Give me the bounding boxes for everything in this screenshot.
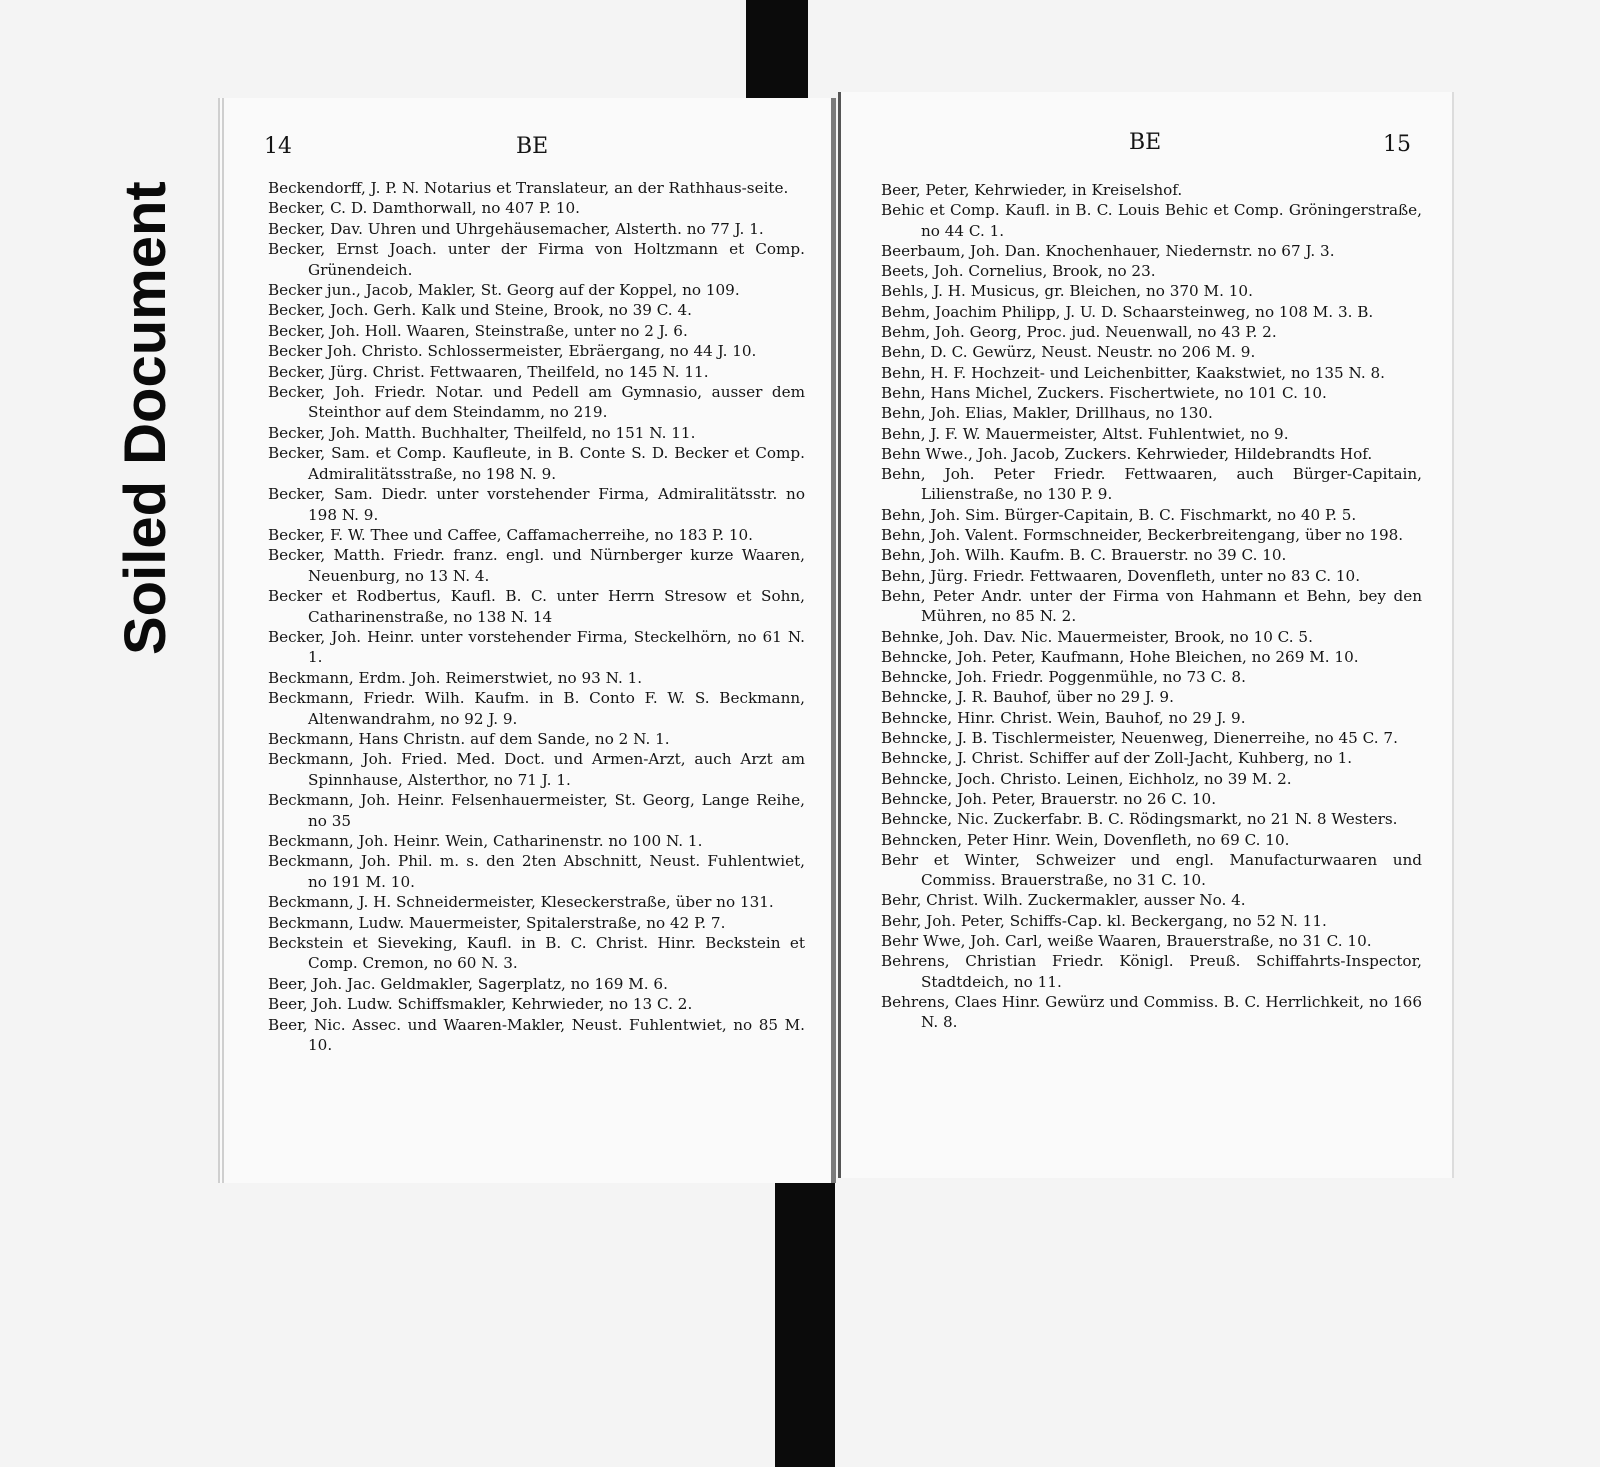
directory-entry: Behncke, Joh. Peter, Brauerstr. no 26 C. 10. [881, 789, 1217, 808]
directory-entry: Behncke, Joh. Friedr. Poggenmühle, no 73 C. 8. [881, 668, 1246, 687]
directory-entry: Behm, Joh. Georg, Proc. jud. Neuenwall, no 43 P. 2. [881, 323, 1277, 342]
directory-entry: Beckmann, Friedr. Wilh. Kaufm. in B. Conto F. W. S. Beckmann, Altenwandrahm, no 92 J. 9. [268, 689, 805, 728]
directory-entry: Becker, Joh. Holl. Waaren, Steinstraße, unter no 2 J. 6. [268, 321, 688, 340]
directory-entry: Behr, Joh. Peter, Schiffs-Cap. kl. Beckergang, no 52 N. 11. [881, 911, 1327, 930]
directory-entry: Behn, Joh. Wilh. Kaufm. B. C. Brauerstr. no 39 C. 10. [881, 546, 1287, 565]
directory-entry: Beer, Nic. Assec. und Waaren-Makler, Neust. Fuhlentwiet, no 85 M. 10. [268, 1015, 805, 1055]
soiled-document-stamp: Soiled Document [113, 181, 178, 655]
directory-entry: Becker, C. D. Damthorwall, no 407 P. 10. [268, 199, 580, 218]
left-running-head: BE [516, 134, 549, 159]
directory-entry: Behnke, Joh. Dav. Nic. Mauermeister, Brook, no 10 C. 5. [881, 627, 1313, 646]
directory-entry: Becker, Joch. Gerh. Kalk und Steine, Brook, no 39 C. 4. [268, 301, 692, 320]
left-directory-entries [268, 178, 805, 1055]
directory-entry: Behn, H. F. Hochzeit- und Leichenbitter, Kaakstwiet, no 135 N. 8. [881, 363, 1385, 382]
directory-entry: Becker, F. W. Thee und Caffee, Caffamacherreihe, no 183 P. 10. [268, 525, 754, 544]
left-page-number: 14 [264, 134, 292, 159]
directory-entry: Behn, Joh. Elias, Makler, Drillhaus, no 130. [881, 404, 1213, 423]
directory-entry: Behncke, J. Christ. Schiffer auf der Zoll-Jacht, Kuhberg, no 1. [881, 749, 1353, 768]
directory-entry: Becker, Ernst Joach. unter der Firma von Holtzmann et Comp. Grünendeich. [268, 240, 805, 279]
directory-entry: Beckmann, Joh. Heinr. Wein, Catharinenstr. no 100 N. 1. [268, 832, 703, 850]
left-page [218, 98, 836, 1183]
directory-entry: Beer, Joh. Ludw. Schiffsmakler, Kehrwieder, no 13 C. 2. [268, 995, 693, 1014]
directory-entry: Beckendorff, J. P. N. Notarius et Translateur, an der Rathhaus-seite. [268, 179, 789, 197]
directory-entry: Behncke, Joch. Christo. Leinen, Eichholz, no 39 M. 2. [881, 769, 1292, 788]
directory-entry: Behncke, Nic. Zuckerfabr. B. C. Rödingsmarkt, no 21 N. 8 Westers. [881, 810, 1398, 829]
directory-entry: Behrens, Claes Hinr. Gewürz und Commiss. B. C. Herrlichkeit, no 166 N. 8. [881, 992, 1422, 1032]
directory-entry: Becker, Joh. Friedr. Notar. und Pedell am Gymnasio, ausser dem Steinthor auf dem Steindamm, no 219. [268, 383, 805, 422]
directory-entry: Behn, Peter Andr. unter der Firma von Hahmann et Behn, bey den Mühren, no 85 N. 2. [881, 586, 1422, 626]
directory-entry: Beer, Peter, Kehrwieder, in Kreiselshof. [881, 181, 1183, 199]
directory-entry: Behn, D. C. Gewürz, Neust. Neustr. no 206 M. 9. [881, 343, 1256, 362]
directory-entry: Behncke, J. B. Tischlermeister, Neuenweg, Dienerreihe, no 45 C. 7. [881, 729, 1398, 748]
directory-entry: Behn, Joh. Sim. Bürger-Capitain, B. C. Fischmarkt, no 40 P. 5. [881, 505, 1357, 524]
right-directory-entries [881, 180, 1422, 1032]
directory-entry: Behn Wwe., Joh. Jacob, Zuckers. Kehrwieder, Hildebrandts Hof. [881, 444, 1373, 463]
directory-entry: Beckmann, Joh. Fried. Med. Doct. und Armen-Arzt, auch Arzt am Spinnhause, Alsterthor, no 71 J. 1. [268, 750, 805, 789]
directory-entry: Becker, Matth. Friedr. franz. engl. und Nürnberger kurze Waaren, Neuenburg, no 13 N. 4. [268, 546, 805, 585]
right-page [838, 92, 1454, 1178]
left-page-header [224, 134, 831, 174]
binding-spine-top [746, 0, 808, 110]
directory-entry: Beckmann, Ludw. Mauermeister, Spitalerstraße, no 42 P. 7. [268, 913, 726, 932]
right-page-header [841, 128, 1452, 168]
directory-entry: Behn, Joh. Peter Friedr. Fettwaaren, auch Bürger-Capitain, Lilienstraße, no 130 P. 9. [881, 465, 1422, 504]
directory-entry: Beerbaum, Joh. Dan. Knochenhauer, Niedernstr. no 67 J. 3. [881, 241, 1335, 260]
directory-entry: Behn, Hans Michel, Zuckers. Fischertwiete, no 101 C. 10. [881, 383, 1327, 402]
directory-entry: Becker, Joh. Heinr. unter vorstehender Firma, Steckelhörn, no 61 N. 1. [268, 627, 805, 667]
directory-entry: Behn, Joh. Valent. Formschneider, Beckerbreitengang, über no 198. [881, 526, 1404, 545]
right-running-head: BE [1129, 130, 1162, 155]
directory-entry: Becker et Rodbertus, Kaufl. B. C. unter Herrn Stresow et Sohn, Catharinenstraße, no 138 N. 14 [268, 587, 805, 626]
directory-entry: Beets, Joh. Cornelius, Brook, no 23. [881, 262, 1156, 281]
directory-entry: Beer, Joh. Jac. Geldmakler, Sagerplatz, no 169 M. 6. [268, 974, 668, 993]
directory-entry: Becker jun., Jacob, Makler, St. Georg auf der Koppel, no 109. [268, 281, 740, 300]
directory-entry: Behls, J. H. Musicus, gr. Bleichen, no 370 M. 10. [881, 282, 1253, 301]
directory-entry: Beckmann, Joh. Phil. m. s. den 2ten Abschnitt, Neust. Fuhlentwiet, no 191 M. 10. [268, 852, 805, 891]
directory-entry: Becker, Sam. Diedr. unter vorstehender Firma, Admiralitätsstr. no 198 N. 9. [268, 485, 805, 524]
directory-entry: Behncke, Joh. Peter, Kaufmann, Hohe Bleichen, no 269 M. 10. [881, 647, 1359, 666]
directory-entry: Beckstein et Sieveking, Kaufl. in B. C. Christ. Hinr. Beckstein et Comp. Cremon, no 60 N. 3. [268, 934, 805, 973]
directory-entry: Behncken, Peter Hinr. Wein, Dovenfleth, no 69 C. 10. [881, 830, 1290, 849]
directory-entry: Becker, Dav. Uhren und Uhrgehäusemacher, Alsterth. no 77 J. 1. [268, 219, 764, 238]
directory-entry: Beckmann, Hans Christn. auf dem Sande, no 2 N. 1. [268, 729, 670, 748]
directory-entry: Behr et Winter, Schweizer und engl. Manufacturwaaren und Commiss. Brauerstraße, no 31 C. 10. [881, 850, 1422, 890]
directory-entry: Behic et Comp. Kaufl. in B. C. Louis Behic et Comp. Gröningerstraße, no 44 C. 1. [881, 201, 1422, 240]
directory-entry: Becker Joh. Christo. Schlossermeister, Ebräergang, no 44 J. 10. [268, 342, 757, 361]
directory-entry: Behncke, J. R. Bauhof, über no 29 J. 9. [881, 688, 1174, 707]
directory-entry: Behn, J. F. W. Mauermeister, Altst. Fuhlentwiet, no 9. [881, 424, 1289, 443]
directory-entry: Becker, Joh. Matth. Buchhalter, Theilfeld, no 151 N. 11. [268, 423, 696, 442]
directory-entry: Becker, Jürg. Christ. Fettwaaren, Theilfeld, no 145 N. 11. [268, 362, 709, 381]
directory-entry: Beckmann, J. H. Schneidermeister, Kleseckerstraße, über no 131. [268, 893, 774, 912]
right-page-number: 15 [1383, 132, 1411, 157]
directory-entry: Beckmann, Erdm. Joh. Reimerstwiet, no 93 N. 1. [268, 668, 643, 687]
directory-entry: Behr, Christ. Wilh. Zuckermakler, ausser No. 4. [881, 891, 1246, 910]
directory-entry: Behn, Jürg. Friedr. Fettwaaren, Dovenfleth, unter no 83 C. 10. [881, 566, 1361, 585]
directory-entry: Becker, Sam. et Comp. Kaufleute, in B. Conte S. D. Becker et Comp. Admiralitätsstraße, no 198 N. 9. [268, 444, 805, 483]
directory-entry: Behncke, Hinr. Christ. Wein, Bauhof, no 29 J. 9. [881, 708, 1246, 727]
binding-spine-bottom [775, 1170, 835, 1467]
directory-entry: Beckmann, Joh. Heinr. Felsenhauermeister, St. Georg, Lange Reihe, no 35 [268, 791, 805, 830]
directory-entry: Behm, Joachim Philipp, J. U. D. Schaarsteinweg, no 108 M. 3. B. [881, 302, 1374, 321]
directory-entry: Behrens, Christian Friedr. Königl. Preuß. Schiffahrts-Inspector, Stadtdeich, no 11. [881, 952, 1422, 991]
directory-entry: Behr Wwe, Joh. Carl, weiße Waaren, Brauerstraße, no 31 C. 10. [881, 931, 1372, 950]
